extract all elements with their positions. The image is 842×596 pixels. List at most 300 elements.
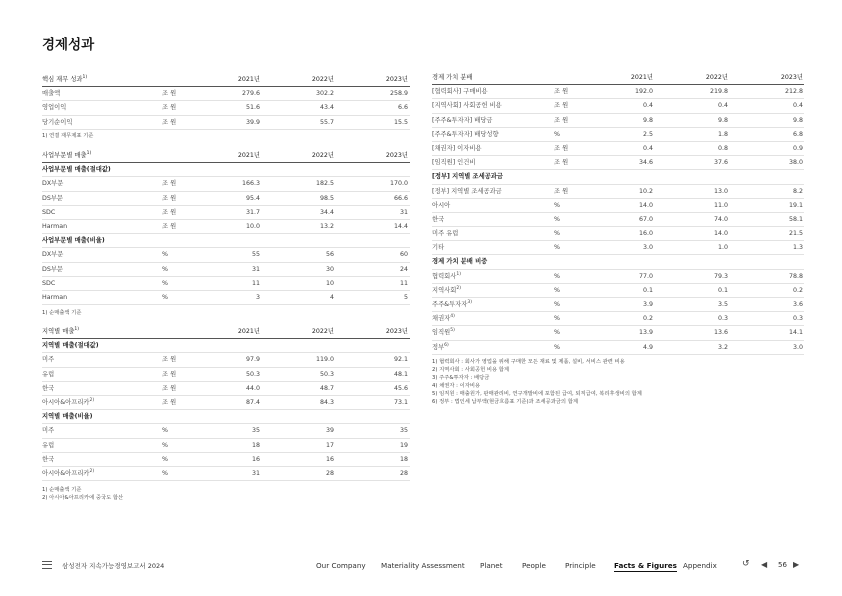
value-cell: 13.9 (638, 329, 653, 337)
section-heading (42, 234, 410, 248)
value-cell: 9.8 (792, 116, 803, 124)
key-financials-note (42, 132, 93, 140)
unit-cell: % (162, 455, 168, 463)
value-distribution-table (432, 71, 804, 355)
footnote: 6) 정부 : 법인세 납부액(현금흐름표 기준)과 조세공과금의 합계 (432, 399, 578, 405)
value-cell: 48.7 (319, 384, 334, 392)
nav-materiality-assessment[interactable]: Materiality Assessment (381, 561, 465, 570)
value-cell: 16 (251, 455, 260, 463)
table-row (432, 270, 804, 284)
table-body (42, 353, 410, 410)
row-label: Harman (42, 222, 68, 230)
table-row (42, 368, 410, 382)
table-header (432, 71, 804, 85)
table-row (42, 277, 410, 291)
header-label: 경제 가치 분배 (432, 74, 473, 81)
value-cell: 35 (399, 427, 408, 435)
value-cell: 0.2 (792, 286, 803, 294)
header-year: 2022년 (705, 74, 728, 81)
row-label: [주주&투자자] 배당성향 (432, 130, 499, 138)
unit-cell: % (554, 201, 560, 209)
value-cell: 38.0 (788, 159, 803, 167)
row-label: 유럽 (42, 441, 55, 449)
table-row (42, 87, 410, 101)
table-row (432, 142, 804, 156)
value-cell: 0.4 (642, 144, 653, 152)
nav-planet[interactable]: Planet (480, 561, 503, 570)
value-cell: 58.1 (788, 215, 803, 223)
value-cell: 95.4 (245, 194, 260, 202)
row-label: DX부문 (42, 180, 64, 188)
header-year: 2023년 (385, 76, 408, 83)
row-label: [채권자] 이자비용 (432, 144, 482, 152)
table-row (432, 213, 804, 227)
value-cell: 11 (399, 279, 408, 287)
unit-cell: % (554, 130, 560, 138)
value-cell: 4.9 (642, 343, 653, 351)
unit-cell: % (162, 279, 168, 287)
sales-by-business-note (42, 309, 82, 317)
unit-cell: 조 원 (162, 194, 177, 202)
unit-cell: 조 원 (162, 222, 177, 230)
table-body (432, 270, 804, 355)
value-cell: 78.8 (788, 272, 803, 280)
value-cell: 92.1 (393, 356, 408, 364)
row-label: 정부 (432, 343, 445, 351)
value-cell: 0.4 (792, 102, 803, 110)
value-cell: 4 (329, 293, 334, 301)
footnote-marker: 1) (86, 150, 92, 156)
value-cell: 97.9 (245, 356, 260, 364)
row-label: DS부문 (42, 194, 64, 202)
table-body (42, 87, 410, 130)
value-cell: 6.8 (792, 130, 803, 138)
unit-cell: 조 원 (554, 88, 569, 96)
table-row (432, 199, 804, 213)
row-label: 매출액 (42, 90, 61, 98)
header-year: 2022년 (311, 152, 334, 159)
value-cell: 43.4 (319, 104, 334, 112)
row-label: 미주 (42, 427, 55, 435)
unit-cell: % (554, 301, 560, 308)
value-cell: 39 (325, 427, 334, 435)
sales-by-business-table (42, 149, 410, 305)
unit-cell: 조 원 (554, 159, 569, 167)
footnote: 2) 아시아&아프리카에 중국도 합산 (42, 495, 124, 501)
value-cell: 31 (251, 265, 260, 273)
value-cell: 219.8 (709, 88, 728, 96)
row-label: 유럽 (42, 370, 55, 378)
table-body (432, 85, 804, 170)
value-cell: 39.9 (245, 118, 260, 126)
sales-by-region-notes (42, 486, 123, 502)
unit-cell: 조 원 (162, 208, 177, 216)
value-cell: 34.6 (638, 159, 653, 167)
next-page-icon[interactable]: ▶ (793, 560, 800, 569)
nav-principle[interactable]: Principle (565, 561, 596, 570)
table-row (42, 101, 410, 115)
value-cell: 1.3 (792, 244, 803, 252)
unit-cell: % (162, 293, 168, 301)
footnote-marker: 1) (82, 74, 88, 80)
footnote-marker: 6) (444, 342, 449, 348)
value-cell: 10.0 (245, 222, 260, 230)
footnote-marker: 4) (450, 314, 455, 320)
value-cell: 21.5 (788, 230, 803, 238)
value-cell: 1.0 (717, 244, 728, 252)
unit-cell: 조 원 (554, 116, 569, 124)
footnote: 1) 순매출액 기준 (42, 310, 82, 316)
value-cell: 18 (251, 441, 260, 449)
value-cell: 56 (325, 251, 334, 259)
value-cell: 55 (251, 251, 260, 259)
value-cell: 14.0 (713, 230, 728, 238)
table-row (42, 177, 410, 191)
footnote-marker: 5) (450, 328, 455, 334)
table-row (432, 85, 804, 99)
value-cell: 73.1 (393, 398, 408, 406)
value-cell: 45.6 (393, 384, 408, 392)
value-cell: 192.0 (634, 88, 653, 96)
row-label: 아시아 (432, 201, 451, 209)
value-cell: 60 (399, 251, 408, 259)
value-cell: 31.7 (245, 208, 260, 216)
row-label: 주주&투자자 (432, 301, 468, 308)
value-cell: 8.2 (792, 187, 803, 195)
unit-cell: % (554, 215, 560, 223)
table-row (42, 424, 410, 438)
unit-cell: % (162, 469, 168, 477)
table-row (42, 291, 410, 305)
value-cell: 10.2 (638, 187, 653, 195)
unit-cell: 조 원 (162, 384, 177, 392)
value-cell: 77.0 (638, 272, 653, 280)
value-cell: 0.4 (717, 102, 728, 110)
table-row (42, 206, 410, 220)
unit-cell: 조 원 (554, 144, 569, 152)
row-label: [주주&투자자] 배당금 (432, 116, 493, 124)
value-cell: 28 (325, 469, 334, 477)
section-heading (42, 410, 410, 424)
footnote: 4) 채권자 : 이자비용 (432, 383, 481, 389)
nav-people[interactable]: People (522, 561, 546, 570)
row-label: SDC (42, 279, 56, 287)
value-cell: 19 (399, 441, 408, 449)
value-cell: 48.1 (393, 370, 408, 378)
unit-cell: 조 원 (162, 180, 177, 188)
section-label: [정부] 지역별 조세공과금 (432, 173, 503, 181)
value-cell: 74.0 (713, 215, 728, 223)
unit-cell: % (554, 272, 560, 280)
footer (0, 558, 842, 574)
value-cell: 13.0 (713, 187, 728, 195)
row-label: [정부] 지역별 조세공과금 (432, 187, 502, 195)
footnote-marker: 2) (89, 468, 95, 474)
table-row (42, 353, 410, 367)
unit-cell: % (162, 265, 168, 273)
value-cell: 14.1 (788, 329, 803, 337)
value-cell: 212.8 (784, 88, 803, 96)
unit-cell: 조 원 (162, 370, 177, 378)
table-row (42, 467, 410, 481)
unit-cell: % (554, 329, 560, 337)
value-cell: 66.6 (393, 194, 408, 202)
value-cell: 87.4 (245, 398, 260, 406)
footnote: 2) 지역사회 : 사회공헌 비용 합계 (432, 367, 510, 373)
value-cell: 0.8 (717, 144, 728, 152)
table-row (432, 99, 804, 113)
value-cell: 170.0 (389, 180, 408, 188)
value-cell: 15.5 (393, 118, 408, 126)
value-cell: 3.5 (717, 301, 728, 308)
section-heading (432, 255, 804, 269)
value-cell: 79.3 (713, 272, 728, 280)
row-label: 지역사회 (432, 286, 457, 294)
section-label: 사업부문별 매출(절대값) (42, 166, 111, 174)
menu-icon[interactable] (42, 561, 52, 569)
row-label: Harman (42, 293, 68, 301)
unit-cell: 조 원 (554, 102, 569, 110)
value-cell: 67.0 (638, 215, 653, 223)
value-cell: 13.6 (713, 329, 728, 337)
section-heading (432, 170, 804, 184)
value-cell: 34.4 (319, 208, 334, 216)
value-cell: 9.8 (642, 116, 653, 124)
value-cell: 31 (399, 208, 408, 216)
table-header (42, 73, 410, 87)
value-cell: 17 (325, 441, 334, 449)
value-cell: 51.6 (245, 104, 260, 112)
table-body (42, 177, 410, 234)
unit-cell: % (162, 441, 168, 449)
value-cell: 119.0 (315, 356, 334, 364)
value-cell: 0.9 (792, 144, 803, 152)
table-header (42, 149, 410, 163)
value-cell: 98.5 (319, 194, 334, 202)
footnote: 1) 순매출액 기준 (42, 487, 82, 493)
header-year: 2022년 (311, 76, 334, 83)
value-cell: 2.5 (642, 130, 653, 138)
header-year: 2023년 (780, 74, 803, 81)
table-row (432, 284, 804, 298)
value-cell: 14.4 (393, 222, 408, 230)
table-row (42, 439, 410, 453)
unit-cell: 조 원 (162, 398, 177, 406)
value-cell: 0.3 (717, 315, 728, 323)
header-year: 2021년 (237, 152, 260, 159)
section-label: 경제 가치 분배 비중 (432, 258, 488, 266)
value-cell: 1.8 (717, 130, 728, 138)
value-cell: 166.3 (241, 180, 260, 188)
value-cell: 3.0 (792, 343, 803, 351)
header-label: 사업부문별 매출 (42, 152, 87, 159)
unit-cell: % (554, 286, 560, 294)
section-label: 사업부문별 매출(비율) (42, 237, 105, 245)
table-row (42, 192, 410, 206)
value-cell: 0.1 (717, 286, 728, 294)
row-label: SDC (42, 208, 56, 216)
footnote-marker: 2) (89, 397, 95, 403)
row-label: 당기순이익 (42, 118, 73, 126)
row-label: 아시아&아프리카 (42, 398, 90, 406)
value-distribution-notes (432, 358, 642, 406)
unit-cell: % (554, 244, 560, 252)
page-title: 경제성과 (42, 37, 95, 53)
section-heading (42, 339, 410, 353)
unit-cell: % (162, 251, 168, 259)
value-cell: 19.1 (788, 201, 803, 209)
value-cell: 44.0 (245, 384, 260, 392)
unit-cell: % (554, 315, 560, 323)
value-cell: 3.9 (642, 301, 653, 308)
row-label: 한국 (432, 215, 445, 223)
value-cell: 3.2 (717, 343, 728, 351)
value-cell: 5 (403, 293, 408, 301)
header-year: 2023년 (385, 152, 408, 159)
table-row (42, 396, 410, 410)
nav-our-company[interactable]: Our Company (316, 561, 366, 570)
row-label: 기타 (432, 244, 445, 252)
header-label: 핵심 재무 성과 (42, 76, 83, 83)
value-cell: 30 (325, 265, 334, 273)
value-cell: 18 (399, 455, 408, 463)
table-row (42, 263, 410, 277)
row-label: 채권자 (432, 315, 451, 323)
prev-page-icon[interactable]: ◀ (761, 560, 768, 569)
row-label: 미주 (42, 356, 55, 364)
value-cell: 3.6 (792, 301, 803, 308)
table-row (432, 114, 804, 128)
row-label: DX부문 (42, 251, 64, 259)
value-cell: 258.9 (389, 90, 408, 98)
table-row (432, 185, 804, 199)
section-label: 지역별 매출(절대값) (42, 342, 99, 350)
header-year: 2023년 (385, 328, 408, 335)
table-row (432, 326, 804, 340)
unit-cell: % (554, 343, 560, 351)
unit-cell: 조 원 (162, 356, 177, 364)
table-body (42, 424, 410, 481)
row-label: 한국 (42, 384, 55, 392)
footnote: 5) 임직원 : 매출원가, 판매관리비, 연구개발비에 포함된 급여, 퇴직급여, 복리후생비의 합계 (432, 391, 642, 397)
sales-by-region-table (42, 325, 410, 481)
value-cell: 0.3 (792, 315, 803, 323)
value-cell: 0.2 (642, 315, 653, 323)
table-body (432, 185, 804, 256)
footnote: 3) 주주&투자자 : 배당금 (432, 375, 490, 381)
value-cell: 55.7 (319, 118, 334, 126)
value-cell: 3 (255, 293, 260, 301)
table-row (42, 116, 410, 130)
value-cell: 24 (399, 265, 408, 273)
footnote-marker: 1) (74, 326, 80, 332)
value-cell: 50.3 (245, 370, 260, 378)
page-number: 56 (778, 561, 787, 569)
footnote: 1) 연결 재무제표 기준 (42, 133, 94, 139)
header-label: 지역별 매출 (42, 328, 75, 335)
value-cell: 11 (251, 279, 260, 287)
back-icon[interactable]: ↺ (742, 559, 750, 569)
footnote-marker: 2) (456, 285, 461, 291)
table-body (42, 248, 410, 305)
nav-appendix[interactable]: Appendix (683, 561, 717, 570)
nav-facts-figures[interactable]: Facts & Figures (614, 561, 677, 570)
value-cell: 302.2 (315, 90, 334, 98)
table-row (432, 156, 804, 170)
footnote-marker: 1) (456, 271, 461, 277)
key-financials-table (42, 73, 410, 130)
table-row (432, 312, 804, 326)
unit-cell: 조 원 (162, 104, 177, 112)
table-row (42, 453, 410, 467)
row-label: 임직원 (432, 329, 451, 337)
unit-cell: % (554, 230, 560, 238)
value-cell: 84.3 (319, 398, 334, 406)
table-row (432, 298, 804, 312)
footnote-marker: 3) (467, 299, 472, 305)
value-cell: 13.2 (319, 222, 334, 230)
section-label: 지역별 매출(비율) (42, 413, 93, 421)
table-row (432, 241, 804, 255)
row-label: 협력회사 (432, 272, 457, 280)
value-cell: 0.4 (642, 102, 653, 110)
row-label: DS부문 (42, 265, 64, 273)
row-label: [협력회사] 구매비용 (432, 88, 488, 96)
row-label: 아시아&아프리카 (42, 469, 90, 477)
report-title: 삼성전자 지속가능경영보고서 2024 (62, 562, 165, 570)
table-header (42, 325, 410, 339)
value-cell: 6.6 (397, 104, 408, 112)
table-row (432, 227, 804, 241)
table-row (432, 341, 804, 355)
row-label: [임직원] 인건비 (432, 159, 476, 167)
value-cell: 9.8 (717, 116, 728, 124)
value-cell: 31 (251, 469, 260, 477)
row-label: 한국 (42, 455, 55, 463)
table-row (432, 128, 804, 142)
value-cell: 28 (399, 469, 408, 477)
header-year: 2021년 (630, 74, 653, 81)
value-cell: 182.5 (315, 180, 334, 188)
header-year: 2022년 (311, 328, 334, 335)
value-cell: 0.1 (642, 286, 653, 294)
table-row (42, 220, 410, 234)
unit-cell: 조 원 (162, 90, 177, 98)
value-cell: 37.6 (713, 159, 728, 167)
unit-cell: % (162, 427, 168, 435)
value-cell: 16 (325, 455, 334, 463)
value-cell: 35 (251, 427, 260, 435)
value-cell: 14.0 (638, 201, 653, 209)
value-cell: 11.0 (713, 201, 728, 209)
value-cell: 16.0 (638, 230, 653, 238)
value-cell: 50.3 (319, 370, 334, 378)
row-label: 미주 유럽 (432, 230, 459, 238)
section-heading (42, 163, 410, 177)
header-year: 2021년 (237, 328, 260, 335)
row-label: 영업이익 (42, 104, 67, 112)
table-row (42, 248, 410, 262)
value-cell: 279.6 (241, 90, 260, 98)
row-label: [지역사회] 사회공헌 비용 (432, 102, 502, 110)
unit-cell: 조 원 (554, 187, 569, 195)
header-year: 2021년 (237, 76, 260, 83)
value-cell: 10 (325, 279, 334, 287)
value-cell: 3.0 (642, 244, 653, 252)
unit-cell: 조 원 (162, 118, 177, 126)
table-row (42, 382, 410, 396)
footnote: 1) 협력회사 : 회사가 영업을 위해 구매한 모든 재료 및 제품, 설비, 서비스 관련 비용 (432, 359, 625, 365)
